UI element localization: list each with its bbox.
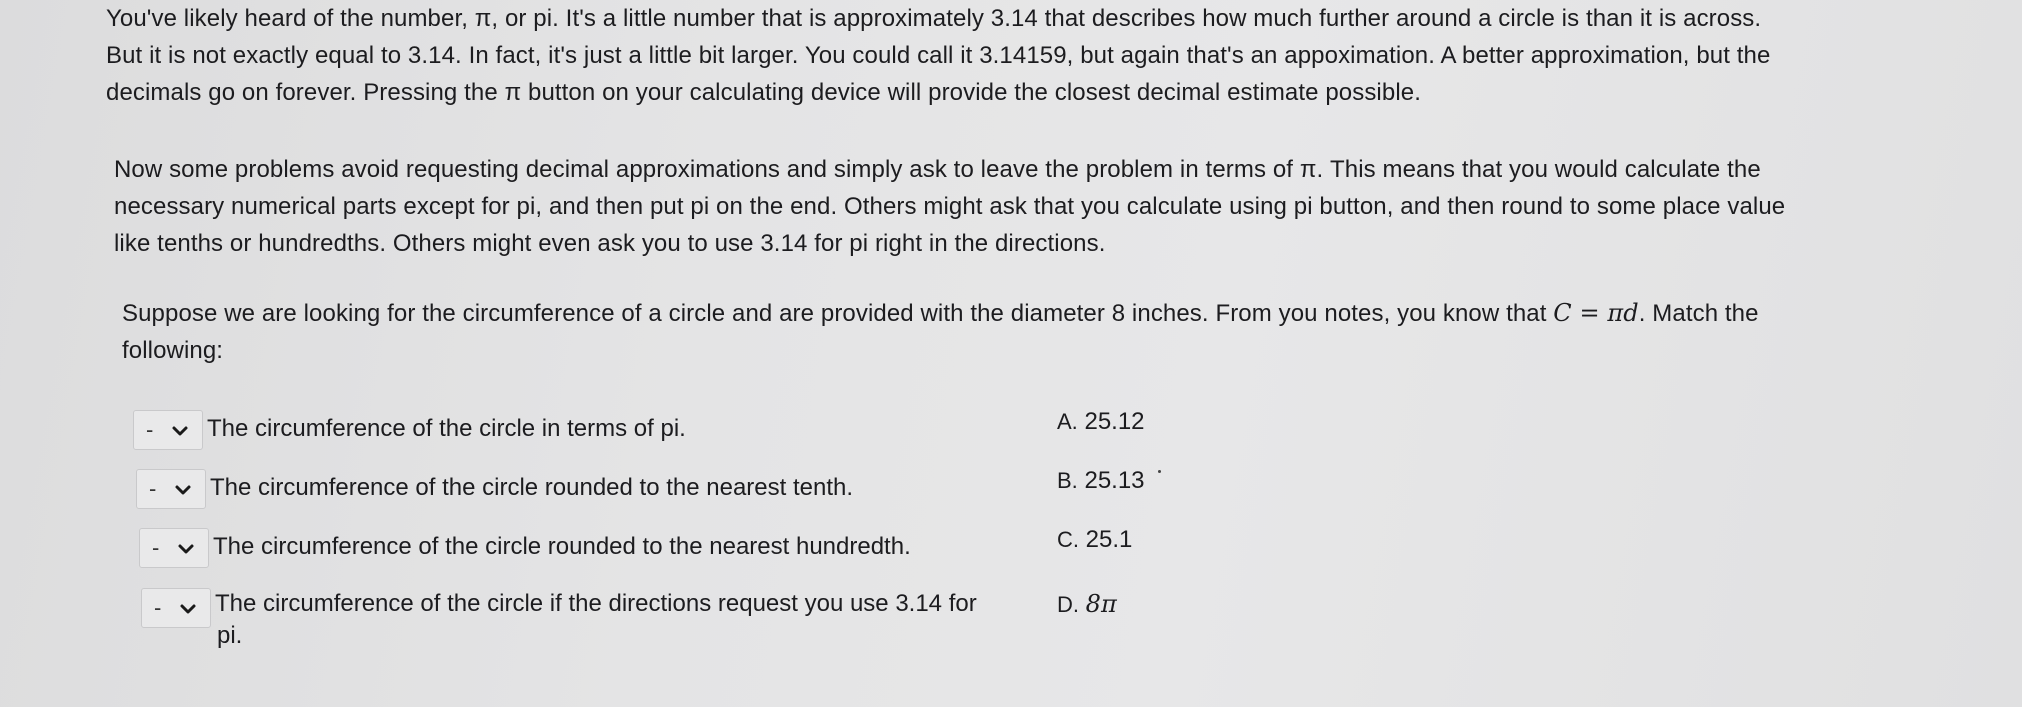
option-value: 25.12 bbox=[1084, 408, 1145, 435]
dropdown-selected-value: - bbox=[146, 417, 154, 442]
option-value: 8π bbox=[1085, 590, 1117, 618]
question-text-before-formula: Suppose we are looking for the circumference of a circle and are provided with the diameter 8 inches. From you notes, you know that bbox=[122, 300, 1554, 327]
intro-line-3: decimals go on forever. Pressing the π button on your calculating device will provide the closest decimal estimate possible. bbox=[106, 79, 1421, 106]
answer-dropdown-1[interactable] bbox=[133, 410, 203, 450]
match-statement-1: The circumference of the circle in terms of pi. bbox=[207, 415, 686, 442]
question-line-1 bbox=[122, 295, 1759, 332]
option-letter: A. bbox=[1057, 409, 1078, 434]
option-value: 25.1 bbox=[1085, 526, 1133, 553]
option-value: 25.13 bbox=[1084, 467, 1145, 494]
intro-line-2: But it is not exactly equal to 3.14. In fact, it's just a little bit larger. You could call it 3.14159, but again that's an appoximation. A better approximation, but the bbox=[106, 42, 1771, 69]
dropdown-selected-value: - bbox=[152, 535, 160, 560]
dropdown-selected-value: - bbox=[149, 476, 157, 501]
option-c bbox=[1057, 524, 1132, 556]
question-line-2: following: bbox=[122, 337, 224, 364]
circumference-formula: C = πd bbox=[1553, 299, 1639, 327]
option-a bbox=[1057, 406, 1145, 438]
intro-paragraph bbox=[106, 0, 1770, 111]
stray-dot-mark bbox=[1158, 470, 1161, 473]
answer-dropdown-2[interactable] bbox=[136, 469, 206, 509]
dropdown-selected-value: - bbox=[154, 595, 162, 620]
explanation-line-2: necessary numerical parts except for pi, and then put pi on the end. Others might ask that you calculate using pi button, and then round to some place value bbox=[114, 193, 1786, 220]
explanation-paragraph bbox=[114, 151, 1785, 262]
option-b bbox=[1057, 465, 1145, 497]
question-text-after-formula: . Match the bbox=[1638, 300, 1759, 327]
match-statement-4-continued: pi. bbox=[217, 622, 243, 649]
match-statement-4: The circumference of the circle if the directions request you use 3.14 for bbox=[215, 590, 977, 617]
explanation-line-3: like tenths or hundredths. Others might even ask you to use 3.14 for pi right in the directions. bbox=[114, 230, 1106, 257]
match-statement-2: The circumference of the circle rounded to the nearest tenth. bbox=[210, 474, 854, 501]
chevron-down-icon bbox=[173, 480, 193, 500]
option-letter: B. bbox=[1057, 468, 1078, 493]
option-letter: C. bbox=[1057, 527, 1079, 552]
option-d bbox=[1057, 588, 1117, 621]
answer-dropdown-4[interactable] bbox=[141, 588, 211, 628]
intro-line-1: You've likely heard of the number, π, or pi. It's a little number that is approximately 3.14 that describes how much further around a circle is than it is across. bbox=[106, 5, 1762, 32]
question-prompt bbox=[122, 295, 1759, 369]
chevron-down-icon bbox=[176, 539, 196, 559]
answer-dropdown-3[interactable] bbox=[139, 528, 209, 568]
explanation-line-1: Now some problems avoid requesting decimal approximations and simply ask to leave the problem in terms of π. This means that you would calculate the bbox=[114, 156, 1761, 183]
match-statement-3: The circumference of the circle rounded to the nearest hundredth. bbox=[213, 533, 911, 560]
option-letter: D. bbox=[1057, 592, 1079, 617]
chevron-down-icon bbox=[178, 599, 198, 619]
chevron-down-icon bbox=[170, 421, 190, 441]
